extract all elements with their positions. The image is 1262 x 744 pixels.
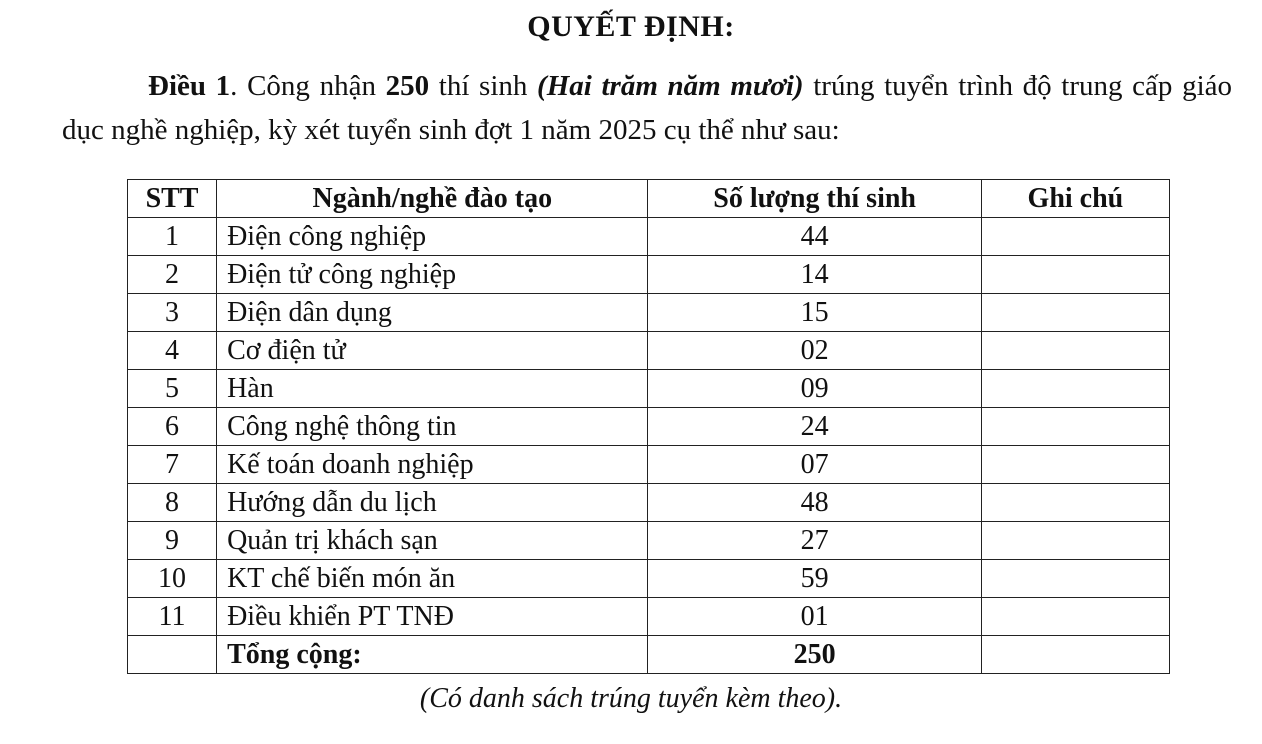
row-stt: 11: [128, 598, 217, 636]
row-quantity: 15: [648, 294, 981, 332]
row-quantity: 48: [648, 484, 981, 522]
article-text-students: thí sinh: [429, 70, 538, 102]
row-stt: 9: [128, 522, 217, 560]
table-row: [128, 408, 1170, 446]
admission-table: [127, 179, 1170, 674]
table-row: [128, 598, 1170, 636]
row-quantity: 14: [648, 256, 981, 294]
row-stt: 8: [128, 484, 217, 522]
article-text-rest: trúng tuyển trình độ trung cấp giáo dục nghề nghiệp, kỳ xét tuyển sinh đợt 1 năm 2025 cụ thể như sau:: [62, 70, 1232, 146]
row-note: [981, 218, 1169, 256]
row-quantity: 44: [648, 218, 981, 256]
article-label: Điều 1: [148, 70, 231, 102]
admitted-count-words: (Hai trăm năm mươi): [537, 70, 804, 102]
row-stt: 5: [128, 370, 217, 408]
header-stt: STT: [128, 180, 217, 218]
row-program: Điều khiển PT TNĐ: [217, 598, 648, 636]
row-quantity: 24: [648, 408, 981, 446]
row-quantity: 27: [648, 522, 981, 560]
header-program: Ngành/nghề đào tạo: [217, 180, 648, 218]
row-program: Công nghệ thông tin: [217, 408, 648, 446]
row-program: KT chế biến món ăn: [217, 560, 648, 598]
table-row: [128, 370, 1170, 408]
row-note: [981, 446, 1169, 484]
row-note: [981, 522, 1169, 560]
table-header-row: [128, 180, 1170, 218]
row-stt: 4: [128, 332, 217, 370]
row-program: Hướng dẫn du lịch: [217, 484, 648, 522]
row-note: [981, 408, 1169, 446]
table-row: [128, 332, 1170, 370]
row-program: Điện công nghiệp: [217, 218, 648, 256]
row-program: Cơ điện tử: [217, 332, 648, 370]
table-row: [128, 484, 1170, 522]
decision-title: QUYẾT ĐỊNH:: [527, 10, 735, 43]
total-note: [981, 636, 1169, 674]
row-stt: 3: [128, 294, 217, 332]
footnote: (Có danh sách trúng tuyển kèm theo).: [419, 683, 843, 714]
total-stt: [128, 636, 217, 674]
row-note: [981, 332, 1169, 370]
table-row: [128, 560, 1170, 598]
header-note: Ghi chú: [981, 180, 1169, 218]
row-quantity: 01: [648, 598, 981, 636]
row-note: [981, 370, 1169, 408]
admitted-count: 250: [385, 70, 430, 102]
row-program: Điện tử công nghiệp: [217, 256, 648, 294]
table-row: [128, 446, 1170, 484]
row-quantity: 07: [648, 446, 981, 484]
row-program: Hàn: [217, 370, 648, 408]
row-note: [981, 598, 1169, 636]
row-stt: 1: [128, 218, 217, 256]
row-quantity: 02: [648, 332, 981, 370]
table-row: [128, 294, 1170, 332]
row-program: Kế toán doanh nghiệp: [217, 446, 648, 484]
article-1-paragraph: [62, 64, 1232, 152]
total-label: Tổng cộng:: [217, 636, 648, 674]
total-row: [128, 636, 1170, 674]
table-row: [128, 256, 1170, 294]
row-quantity: 09: [648, 370, 981, 408]
header-quantity: Số lượng thí sinh: [648, 180, 981, 218]
row-note: [981, 256, 1169, 294]
row-stt: 10: [128, 560, 217, 598]
row-note: [981, 484, 1169, 522]
table-row: [128, 218, 1170, 256]
row-stt: 2: [128, 256, 217, 294]
row-quantity: 59: [648, 560, 981, 598]
row-stt: 6: [128, 408, 217, 446]
row-program: Quản trị khách sạn: [217, 522, 648, 560]
row-note: [981, 560, 1169, 598]
article-text-intro: . Công nhận: [230, 70, 386, 102]
row-program: Điện dân dụng: [217, 294, 648, 332]
total-quantity: 250: [648, 636, 981, 674]
row-note: [981, 294, 1169, 332]
row-stt: 7: [128, 446, 217, 484]
table-row: [128, 522, 1170, 560]
